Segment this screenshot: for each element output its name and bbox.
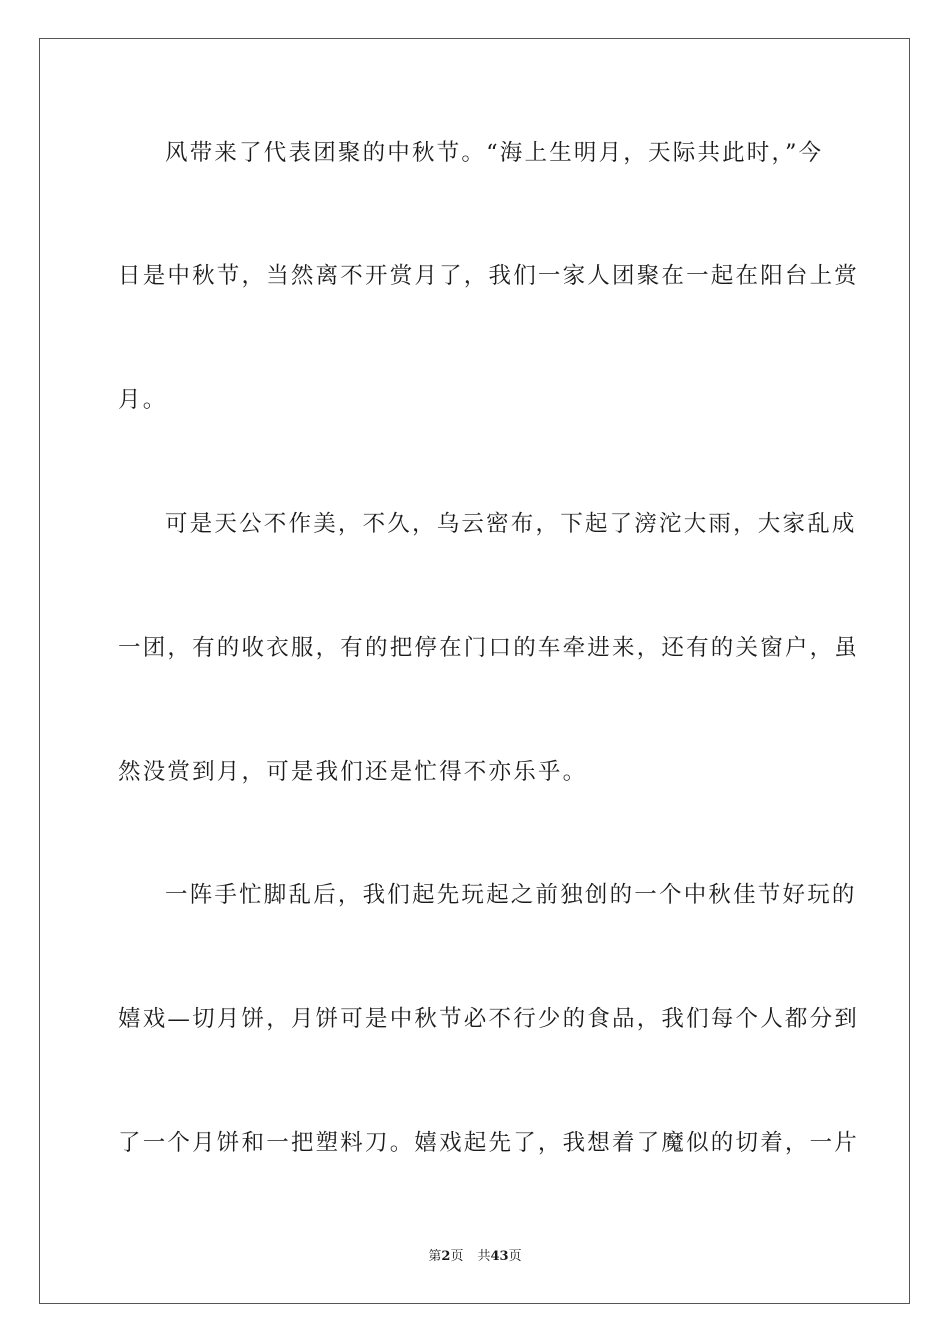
paragraph-1-line-3: 月。 (118, 387, 168, 413)
paragraph-2-line-2: 一团，有的收衣服，有的把停在门口的车牵进来，还有的关窗户，虽 (118, 635, 860, 661)
page-border (39, 38, 910, 1304)
paragraph-1-line-1: 风带来了代表团聚的中秋节。“海上生明月，天际共此时，”今 (165, 140, 824, 166)
page-footer (0, 1248, 950, 1266)
paragraph-3-line-3: 了一个月饼和一把塑料刀。嬉戏起先了，我想着了魔似的切着，一片 (118, 1130, 860, 1156)
paragraph-2-line-1: 可是天公不作美，不久，乌云密布，下起了滂沱大雨，大家乱成 (165, 511, 857, 537)
page-total-label: 共43页 (477, 1249, 522, 1264)
paragraph-1-line-2: 日是中秋节，当然离不开赏月了，我们一家人团聚在一起在阳台上赏 (118, 263, 860, 289)
paragraph-3-line-2: 嬉戏—切月饼，月饼可是中秋节必不行少的食品，我们每个人都分到 (118, 1006, 860, 1032)
paragraph-2-line-3: 然没赏到月，可是我们还是忙得不亦乐乎。 (118, 759, 588, 785)
page-number-label: 第2页 (428, 1249, 464, 1264)
paragraph-3-line-1: 一阵手忙脚乱后，我们起先玩起之前独创的一个中秋佳节好玩的 (165, 882, 857, 908)
